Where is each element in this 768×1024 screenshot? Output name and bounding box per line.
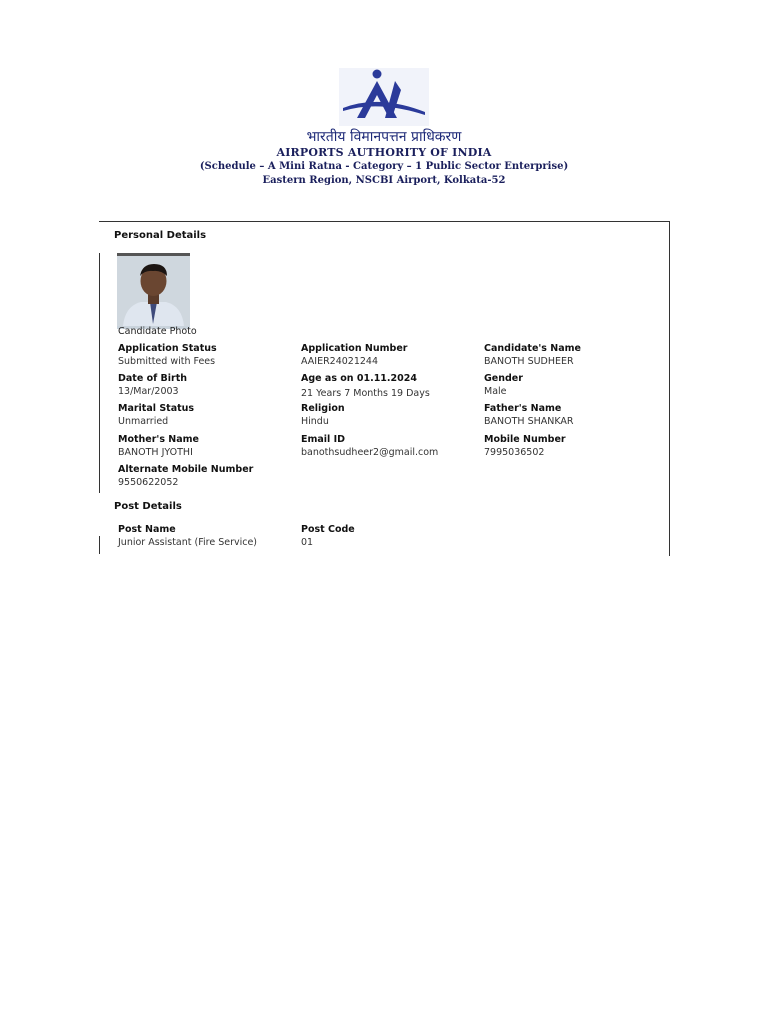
field-mobile-number	[484, 433, 664, 459]
field-label: Mobile Number	[484, 434, 566, 445]
field-value: 13/Mar/2003	[118, 386, 179, 397]
field-date-of-birth	[118, 372, 298, 398]
field-label: Post Code	[301, 524, 355, 535]
section-title-personal: Personal Details	[114, 230, 207, 241]
field-label: Gender	[484, 373, 523, 384]
letterhead	[0, 68, 768, 188]
field-value: BANOTH SUDHEER	[484, 356, 574, 367]
field-value: 21 Years 7 Months 19 Days	[301, 388, 430, 399]
field-age	[301, 372, 481, 400]
org-name: AIRPORTS AUTHORITY OF INDIA	[276, 146, 492, 159]
field-value: Junior Assistant (Fire Service)	[118, 537, 258, 548]
field-religion	[301, 402, 481, 428]
field-value: BANOTH SHANKAR	[484, 416, 574, 427]
field-email	[301, 433, 481, 459]
field-application-number	[301, 342, 481, 368]
field-value: 7995036502	[484, 447, 545, 458]
field-value: Male	[484, 386, 507, 397]
field-value: BANOTH JYOTHI	[118, 447, 193, 458]
field-label: Date of Birth	[118, 373, 188, 384]
field-post-code	[301, 523, 481, 549]
field-marital-status	[118, 402, 298, 428]
field-value: AAIER24021244	[301, 356, 379, 367]
org-region-line: Eastern Region, NSCBI Airport, Kolkata-52	[262, 175, 506, 186]
field-value: Submitted with Fees	[118, 356, 216, 367]
field-gender	[484, 372, 664, 398]
field-application-status	[118, 342, 298, 368]
field-label: Candidate's Name	[484, 343, 581, 354]
candidate-photo-image	[117, 256, 190, 326]
photo-caption: Candidate Photo	[118, 326, 197, 337]
field-value: Unmarried	[118, 416, 169, 427]
field-label: Marital Status	[118, 403, 195, 414]
field-candidate-name	[484, 342, 664, 368]
field-value: 9550622052	[118, 477, 179, 488]
field-father-name	[484, 402, 664, 428]
left-border-personal	[99, 253, 100, 493]
candidate-photo	[117, 253, 190, 329]
field-label: Father's Name	[484, 403, 562, 414]
field-post-name	[118, 523, 298, 549]
field-label: Age as on 01.11.2024	[301, 373, 417, 384]
field-mother-name	[118, 433, 298, 459]
left-border-post	[99, 536, 100, 554]
org-name-hindi: भारतीय विमानपत्तन प्राधिकरण	[306, 129, 462, 145]
field-label: Alternate Mobile Number	[118, 464, 254, 475]
field-label: Application Status	[118, 343, 217, 354]
aai-emblem-icon	[339, 68, 429, 126]
field-label: Mother's Name	[118, 434, 199, 445]
field-label: Application Number	[301, 343, 408, 354]
section-title-post: Post Details	[114, 501, 182, 512]
field-value: banothsudheer2@gmail.com	[301, 447, 439, 458]
field-label: Post Name	[118, 524, 176, 535]
field-label: Religion	[301, 403, 345, 414]
field-value: 01	[301, 537, 314, 548]
field-alternate-mobile	[118, 463, 298, 489]
field-value: Hindu	[301, 416, 329, 427]
field-label: Email ID	[301, 434, 346, 445]
org-schedule-line: (Schedule – A Mini Ratna - Category – 1 Public Sector Enterprise)	[199, 161, 569, 172]
